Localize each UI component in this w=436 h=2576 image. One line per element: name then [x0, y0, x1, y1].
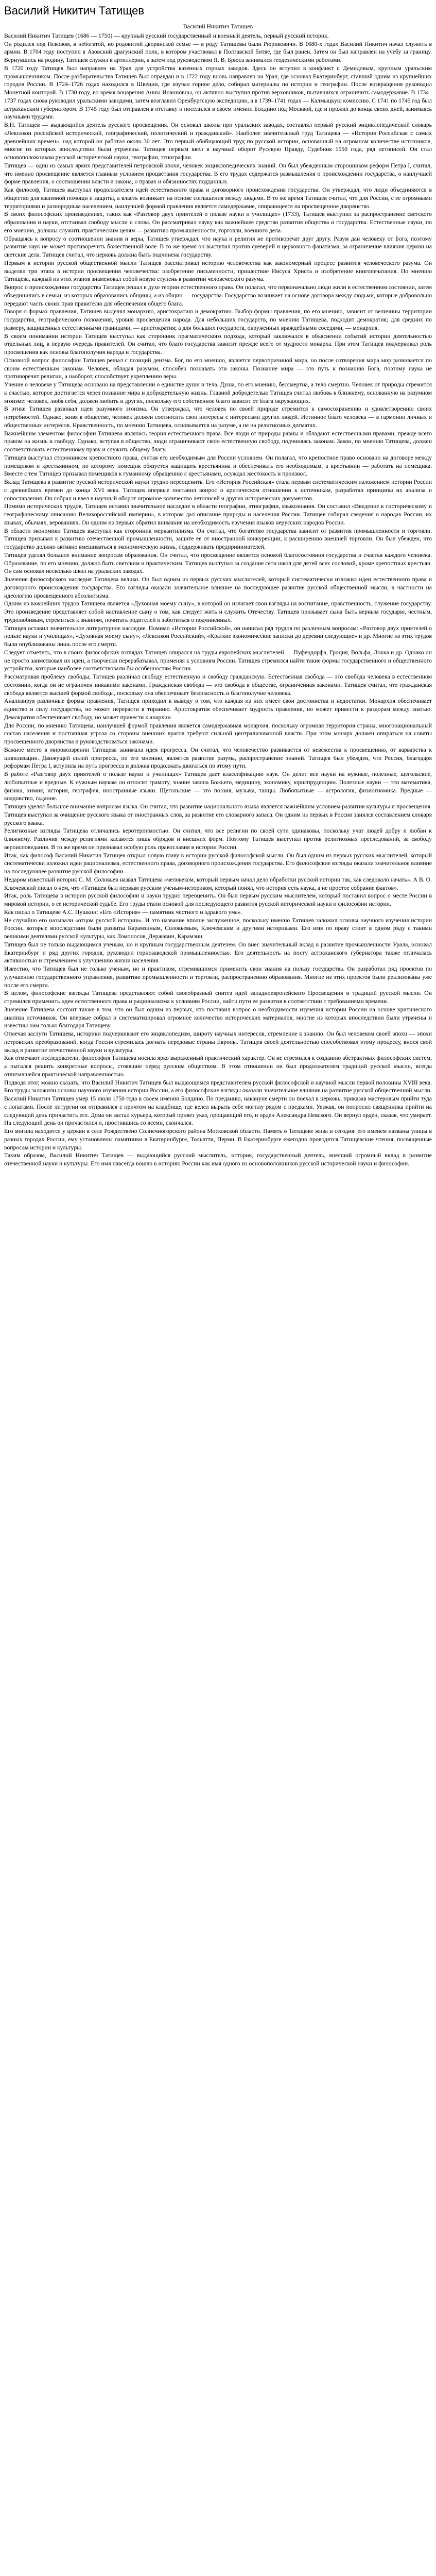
article-paragraph: В целом, философские взгляды Татищева представляют собой своеобразный синтез идей западноевропейского Просвещения и традиций русской мысли. Он стремился применить идеи естественного права и рационализма к условиям России, найти пути ее развития в соответствии с требованиями времени.: [4, 990, 432, 1005]
article-paragraph: Итак, как философ Василий Никитич Татищев открыл новую главу в истории русской философской мысли. Он был одним из первых русских мыслителей, который систематически изложил идеи рационализма, естественного права, договорного происхождения государства. Его философские взгляды оказали значительное влияние на последующее развитие русской философии.: [4, 852, 432, 875]
article-paragraph: Религиозные взгляды Татищева отличались веротерпимостью. Он считал, что все религии по своей сути одинаковы, поскольку учат людей добру и любви к ближнему. Различия между религиями касаются лишь обрядов и внешних форм. Поэтому Татищев выступал против религиозных преследований, за свободу вероисповедания. В то же время он признавал особую роль православия в истории России.: [4, 827, 432, 851]
article-paragraph: Анализируя различные формы правления, Татищев приходил к выводу о том, что каждая из них имеет свои достоинства и недостатки. Монархия обеспечивает единство и силу государства, но может перерасти в тиранию. Аристократия обеспечивает мудрость правления, но может привести к раздорам между знатью. Демократия обеспечивает свободу, но может привести к анархии.: [4, 698, 432, 721]
article-paragraph: Известно, что Татищев был не только ученым, но и практиком, стремившимся применить свои знания на пользу государства. Он разработал ряд проектов по улучшению государственного управления, развитию промышленности и торговли, распространению образования. Многие из этих проектов были реализованы уже после его смерти.: [4, 965, 432, 989]
article-paragraph: Татищев был не только выдающимся ученым, но и крупным государственным деятелем. Он внес значительный вклад в развитие промышленности Урала, основал Екатеринбург и ряд других городов, руководил горнозаводской промышленностью. Его деятельность на посту астраханского губернатора также отличалась активностью и стремлением к улучшению жизни населения.: [4, 941, 432, 964]
article-paragraph: Недаром известный историк С. М. Соловьев назвал Татищева «человеком, который первым начал дело обработки русской истории так, как следовало начать». А В. О. Ключевский писал о нем, что «Татищев был первым русским ученым-историком, который понял, что история есть наука, а не простое собрание фактов».: [4, 876, 432, 891]
article-paragraph: Татищев уделял большое внимание вопросам языка. Он считал, что развитие национального языка является важнейшим условием развития культуры и просвещения. Татищев выступал за очищение русского языка от иностранных слов, за развитие его словарного запаса. Он одним из первых в России занялся составлением словаря русского языка.: [4, 803, 432, 826]
article-paragraph: Учение о человеке у Татищева основано на представлении о единстве души и тела. Душа, по его мнению, бессмертна, а тело смертно. Человек от природы стремится к счастью, которое достигается через познание мира и добродетельную жизнь. Главной добродетелью Татищев считал любовь к ближнему, основанную на разумном эгоизме: человек, любя себя, должен любить и других, поскольку его собственное благо зависит от блага окружающих.: [4, 381, 432, 404]
page: [0, 0, 436, 1168]
article-paragraph: Значение Татищева состоит также в том, что он был одним из первых, кто поставил вопрос о необходимости изучения истории России на основе критического анализа источников. Он впервые собрал и систематизировал огромное количество исторических материалов, многие из которых впоследствии были утрачены и известны нам только благодаря Татищеву.: [4, 1006, 432, 1029]
article-paragraph: Он родился под Псковом, в небогатой, но родовитой дворянской семье — в роду Татищевы были Рюриковичи. В 1680-х годах Василий Никитич начал служить в армии. В 1704 году поступил в Азовский драгунский полк, в котором участвовал в Полтавской битве, где был ранен. Затем он был направлен на учебу за границу. Вернувшись на родину, Татищев служил в артиллерии, а затем под руководством Я. В. Брюса занимался геодезическими работами.: [4, 40, 432, 63]
article-paragraph: Для России, по мнению Татищева, наилучшей формой правления является самодержавная монархия, поскольку огромная территория страны, многонациональный состав населения и постоянная угроза со стороны внешних врагов требуют сильной централизованной власти. При этом монарх должен опираться на советы просвещенного дворянства и руководствоваться законами.: [4, 722, 432, 745]
article-paragraph: Татищев уделял большое внимание вопросам образования. Он считал, что просвещение является основой благосостояния государства и счастья каждого человека. Образование, по его мнению, должно быть светским и практическим. Татищев выступал за создание сети школ для детей всех сословий, кроме крепостных крестьян. Он сам основал несколько школ на уральских заводах.: [4, 551, 432, 575]
article-paragraph: В области экономики Татищев выступал как сторонник меркантилизма. Он считал, что богатство государства зависит от развития промышленности и торговли. Татищев призывал к развитию отечественной промышленности, защите ее от иностранной конкуренции, к расширению внешней торговли. Он был убежден, что государство должно активно вмешиваться в экономическую жизнь, поддерживать предпринимателей.: [4, 527, 432, 550]
article-paragraph: Таким образом, Василий Никитич Татищев — выдающийся русский мыслитель, историк, государственный деятель, внесший огромный вклад в развитие отечественной науки и культуры. Его имя навсегда вошло в историю России как имя одного из основоположников русской исторической науки и философии.: [4, 1152, 432, 1167]
article-paragraph: Его могила находится у церкви в селе Рождествено Солнечногорского района Московской области. Память о Татищеве жива и сегодня: его именем названы улицы в разных городах России, ему установлены памятники в Екатеринбурге, Тольятти, Перми. В Екатеринбурге ежегодно проводятся Татищевские чтения, посвященные вопросам истории и культуры.: [4, 1128, 432, 1151]
article-paragraph: Говоря о формах правления, Татищев выделял монархию, аристократию и демократию. Выбор формы правления, по его мнению, зависит от величины территории государства, географического положения, уровня просвещения народа. Для небольших государств, по мнению Татищева, подходит демократия; для средних по размеру, защищенных естественными границами, — аристократия; а для больших государств, окруженных враждебными соседями, — монархия.: [4, 308, 432, 331]
article-paragraph: Не случайно его называли «отцом русской истории». И это название вполне заслуженное, поскольку именно Татищев заложил основы научного изучения истории России, которые впоследствии были развиты Карамзиным, Соловьевым, Ключевским и другими историками. Его имя по праву стоит в одном ряду с такими великими деятелями русской культуры, как Ломоносов, Державин, Карамзин.: [4, 917, 432, 940]
article-paragraph: В.Н. Татищев — выдающийся деятель русского просвещения. Он основал школы при уральских заводах, составлял первый русский энциклопедический словарь «Лексикон российской исторический, географический, политический и гражданский». Наиболее значительный труд Татищева — «История Российская с самых древнейших времен», над которой он работал около 30 лет. Это первый обобщающий труд по русской истории, основанный на огромном количестве источников, многие из которых впоследствии были утрачены. Татищев первым ввел в научный оборот Русскую Правду, Судебник 1550 года, ряд летописей. Он стал основоположником русской исторической науки, географии, этнографии.: [4, 122, 432, 161]
article-paragraph: Василий Никитич Татищев (1686 — 1750) — крупный русский государственный и военный деятель, первый русский историк.: [4, 32, 329, 39]
article-paragraph: Подводя итог, можно сказать, что Василий Никитич Татищев был выдающимся представителем русской философской и научной мысли первой половины XVIII века. Его труды заложили основы научного изучения истории России, а его философские взгляды оказали значительное влияние на развитие русской общественной мысли.: [4, 1079, 432, 1094]
article-paragraph: Значение философского наследия Татищева велико. Он был одним из первых русских мыслителей, который систематически изложил идеи естественного права и договорного происхождения государства. Его взгляды оказали значительное влияние на последующее развитие русской общественной мысли, в частности на идеологию просвещенного абсолютизма.: [4, 576, 432, 599]
article-paragraph: Как писал о Татищеве А.С. Пушкин: «Его «История» — памятник честного и здравого ума».: [4, 908, 242, 916]
article-paragraph: В этике Татищев развивал идеи разумного эгоизма. Он утверждал, что человек по своей природе стремится к самосохранению и удовлетворению своих потребностей. Однако, живя в обществе, человек должен соотносить свои интересы с интересами других людей. Истинное благо человека — в гармонии личных и общественных интересов. Нравственность, по мнению Татищева, основывается на разуме, а не на религиозных догматах.: [4, 405, 432, 429]
article-paragraph: В 1720 году Татищев был направлен на Урал для устройства казенных горных заводов. Здесь он вступил в конфликт с Демидовым, крупным уральским промышленником. После разбирательства Татищев был оправдан и в 1722 году вновь направлен на Урал, где основал Екатеринбург, ставший одним из крупнейших городов России. В 1724–1726 годах находился в Швеции, где изучал горное дело, собирал материалы по истории и географии. После возвращения руководил Монетной конторой. В 1730 году, во время воцарения Анны Иоанновны, он активно выступил против верховников, пытавшихся ограничить самодержавие. В 1734–1737 годах снова руководил уральскими заводами, затем возглавил Оренбургскую экспедицию, а в 1739–1741 годах — Калмыцкую комиссию. С 1741 по 1745 год был астраханским губернатором. В 1745 году был отправлен в отставку и поселился в своем имении Болдино под Москвой, где и прожил до конца своих дней, занимаясь научными трудами.: [4, 64, 432, 121]
article-paragraph: В своих философских произведениях, таких как «Разговор двух приятелей о пользе науки и училищах» (1733), Татищев выступил за распространение светского образования и науки, отстаивал свободу мысли и слова. Он рассматривал науку как важнейшее средство развития общества и государства. Естественные науки, по его мнению, должны служить практическим целям — развитию промышленности, торговли, военного дела.: [4, 211, 432, 234]
article-paragraph: Итак, роль Татищева в истории русской философии и науки трудно переоценить. Он был первым русским мыслителем, который поставил вопрос о месте России в мировой истории, о ее исторической судьбе. Его труды стали основой для последующего развития русской исторической науки и философии истории.: [4, 892, 432, 907]
article-paragraph: Как философ, Татищев выступал продолжателем идей естественного права и договорного происхождения государства. Он утверждал, что люди объединяются в общество для взаимной помощи и защиты, а власть возникает на основе соглашения между людьми. В то же время Татищев считал, что для России, с ее огромными территориями и разнородным населением, наилучшей формой правления является самодержавие, опирающееся на просвещенное дворянство.: [4, 187, 432, 210]
article-paragraph: Следует отметить, что в своих философских взглядах Татищев опирался на труды европейских мыслителей — Пуфендорфа, Гроция, Вольфа, Локка и др. Однако он не просто заимствовал их идеи, а творчески перерабатывал, применяя к условиям России. Татищев стремился найти такие формы государственного и общественного устройства, которые наиболее соответствовали бы особенностям России.: [4, 649, 432, 672]
article-paragraph: Вклад Татищева в развитие русской исторической науки трудно переоценить. Его «История Российская» стала первым систематическим изложением истории России с древнейших времен до конца XVI века. Татищев впервые поставил вопрос о критическом отношении к источникам, разработал принципы их анализа и сопоставления. Он собрал и ввел в научный оборот огромное количество летописей и других исторических документов.: [4, 479, 432, 502]
article-paragraph: Как отмечают исследователи, философия Татищева носила ярко выраженный практический характер. Он не стремился к созданию абстрактных философских систем, а пытался решить конкретные вопросы, стоявшие перед русским обществом. В этом отношении он был продолжателем традиций русской мысли, всегда отличавшейся практической направленностью.: [4, 1055, 432, 1078]
article-paragraph: Первым в истории русской общественной мысли Татищев рассматривал историю человечества как закономерный процесс развития человеческого разума. Он выделял три этапа в истории просвещения человечества: изобретение письменности, пришествие Иисуса Христа и изобретение книгопечатания. По мнению Татищева, каждый из этих этапов знаменовал собой новую ступень в развитии человеческого разума.: [4, 259, 432, 283]
article-paragraph: Одним из важнейших трудов Татищева является «Духовная моему сыну», в которой он излагает свои взгляды на воспитание, нравственность, служение государству. Это произведение представляет собой наставление сыну о том, как следует жить и служить Отечеству. Татищев призывает сына быть верным государю, честным, трудолюбивым, стремиться к знаниям, почитать родителей и заботиться о подчиненных.: [4, 600, 432, 623]
article-paragraph: Важнейшим элементом философии Татищева являлась теория естественного права. Все люди от природы равны и обладают естественными правами, прежде всего правом на жизнь и свободу. Однако, вступая в общество, люди ограничивают свою естественную свободу, подчиняясь законам. Закон, по мнению Татищева, должен соответствовать естественному праву и служить общему благу.: [4, 430, 432, 453]
article-subtitle: Василий Никитич Татищев: [183, 23, 253, 30]
article-paragraph: В своем понимании истории Татищев выступал как сторонник прагматического подхода, который заключался в объяснении событий истории деятельностью отдельных лиц, в первую очередь правителей. Он считал, что благо государства зависит прежде всего от мудрости монарха. При этом Татищев подчеркивал роль просвещения как основы благополучия народа и государства.: [4, 332, 432, 355]
article-paragraph: Важное место в мировоззрении Татищева занимала идея прогресса. Он считал, что человечество развивается от невежества к просвещению, от варварства к цивилизации. Движущей силой прогресса, по его мнению, является развитие разума, распространение знаний. Татищев был убежден, что Россия, благодаря реформам Петра I, вступила на путь прогресса и должна продолжать двигаться по этому пути.: [4, 746, 432, 770]
article-body: [4, 23, 432, 1168]
article-paragraph: В работе «Разговор двух приятелей о пользе науки и училищах» Татищев дает классификацию наук. Он делит все науки на нужные, полезные, щегольские, любопытные и вредные. К нужным наукам он относит грамоту, знание закона Божьего, медицину, экономику, юриспруденцию. Полезные науки — это математика, физика, химия, история, география, иностранные языки. Щегольские — это поэзия, музыка, танцы. Любопытные — астрология, физиогномика. Вредные — колдовство, гадание.: [4, 771, 432, 802]
article-paragraph: Василий Никитич Татищев умер 15 июля 1750 года в своем имении Болдино. По преданию, накануне смерти он поехал в церковь, приказав мастеровым прийти туда с лопатами. После литургии он отправился с причтом на кладбище, где велел вырыть себе могилу рядом с предками. Уезжая, он попросил священника прийти на следующий день причастить его. Дома он застал курьера, который привез указ, прощающий его, и орден Александра Невского. Он вернул орден, сказав, что умирает. На следующий день он причастился и, простившись со всеми, скончался.: [4, 1095, 432, 1127]
article-paragraph: Отмечая заслуги Татищева, историки подчеркивают его энциклопедизм, широту научных интересов, стремление к знанию. Он был человеком своей эпохи — эпохи петровских преобразований, когда Россия стремилась догнать передовые страны Европы. Татищев своей деятельностью способствовал этому процессу, внося свой вклад в развитие отечественной науки и культуры.: [4, 1030, 432, 1054]
article-paragraph: Рассматривая проблему свободы, Татищев различал свободу естественную и свободу гражданскую. Естественная свобода — это свобода человека в естественном состоянии, когда он не ограничен никакими законами. Гражданская свобода — это свобода в обществе, ограниченная законами. Татищев считал, что гражданская свобода является высшей формой свободы, поскольку она обеспечивает безопасность и благополучие человека.: [4, 673, 432, 697]
article-paragraph: Татищев выступал сторонником крепостного права, считая его необходимым для России условием. Он полагал, что крепостное право основано на договоре между помещиком и крестьянином, по которому помещик обязуется защищать крестьянина и обеспечивать его необходимым, а крестьянин — работать на помещика. Вместе с тем Татищев призывал помещиков к гуманному обращению с крестьянами, осуждал жестокость и произвол.: [4, 454, 432, 478]
article-paragraph: Татищев оставил значительное литературное наследие. Помимо «Истории Российской», он написал ряд трудов по различным вопросам: «Разговор двух приятелей о пользе науки и училищах», «Духовная моему сыну», «Лексикон Российский», «Краткие экономические записки до деревни следующие» и др. Многие из этих трудов были опубликованы лишь после его смерти.: [4, 624, 432, 648]
article-paragraph: Помимо исторических трудов, Татищев оставил значительное наследие в области географии, этнографии, языкознания. Он составил «Введение к гисторическому и географическому описанию Великороссийской империи», в котором дал описание природы и населения России. Татищев собирал сведения о народах России, их языках, обычаях, верованиях. Он одним из первых обратил внимание на необходимость изучения языков нерусских народов России.: [4, 503, 432, 526]
article-paragraph: Обращаясь к вопросу о соотношении знания и веры, Татищев утверждал, что наука и религия не противоречат друг другу. Разум дан человеку от Бога, поэтому развитие наук не может противоречить божественной воле. В то же время он выступал против суеверий и церковного фанатизма, за ограничение влияния церкви на светские дела. Татищев считал, что церковь должна быть подчинена государству.: [4, 235, 432, 258]
article-paragraph: Основной вопрос философии Татищев решал с позиций деизма. Бог, по его мнению, является первопричиной мира, но после сотворения мира мир развивается по своим естественным законам. Человек, обладая разумом, способен познавать эти законы. Познание мира — это путь к познанию Бога, поэтому наука не противоречит религии, а наоборот, способствует укреплению веры.: [4, 357, 432, 380]
article-paragraph: Вопрос о происхождении государства Татищев решал в духе теории естественного права. Он полагал, что первоначально люди жили в естественном состоянии, затем объединились в семьи, из которых образовались общины, а из общин — государства. Государство возникает на основе договора между людьми, которые добровольно передают часть своих прав правителю для обеспечения общего блага.: [4, 284, 432, 307]
page-title: Василий Никитич Татищев: [4, 4, 145, 17]
article-paragraph: Татищев — один из самых ярких представителей петровской эпохи, человек энциклопедических знаний. Он был убежденным сторонником реформ Петра I, считал, что именно просвещение является главным условием процветания государства. В его трудах содержатся размышления о происхождении государства, о наилучшей форме правления, о соотношении власти и закона, о правах и обязанностях подданных.: [4, 162, 432, 185]
